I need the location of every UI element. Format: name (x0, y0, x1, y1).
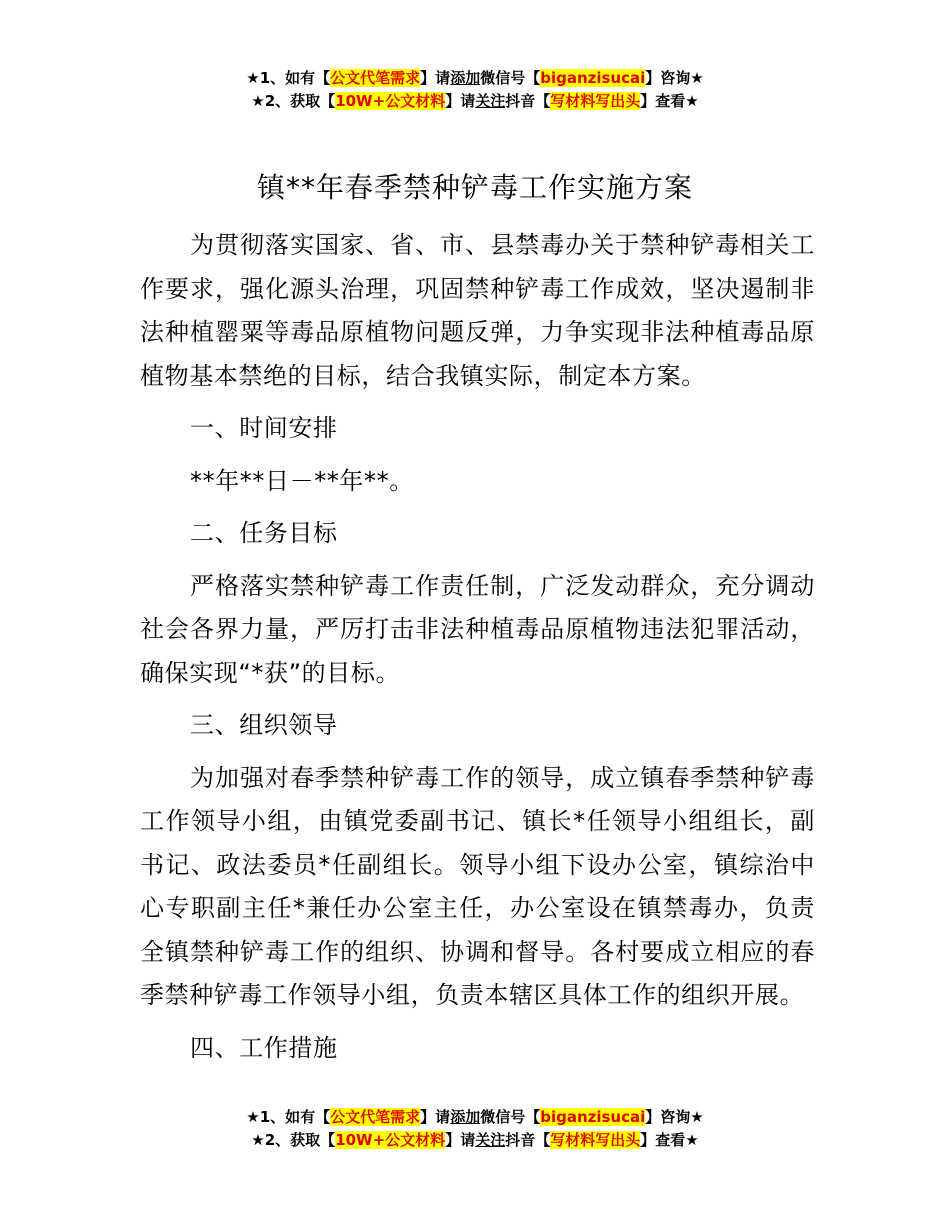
footer-banner-line-2 (0, 1129, 950, 1152)
footer-line-1-middle: 】请 (420, 1108, 451, 1126)
footer-line-1-prefix: ★1、如有【 (246, 1108, 331, 1126)
banner-line-2 (0, 90, 950, 113)
footer-line-1-highlight-wechat: biganzisucai (540, 1108, 646, 1126)
footer-line-2-suffix: 】查看★ (640, 1131, 699, 1149)
document-title: 镇**年春季禁种铲毒工作实施方案 (256, 171, 693, 204)
paragraph-goals: 严格落实禁种铲毒工作责任制，广泛发动群众，充分调动社会各界力量，严厉打击非法种植毒品原植物违法犯罪活动，确保实现“*获”的目标。 (140, 571, 815, 687)
banner-line-1-prefix: ★1、如有【 (246, 69, 331, 87)
footer-line-1-highlight-service: 公文代笔需求 (330, 1108, 421, 1126)
banner-line-2-prefix: ★2、获取【 (251, 92, 336, 110)
section-heading-measures: 四、工作措施 (190, 1033, 338, 1062)
banner-line-2-middle-2: 抖音【 (505, 92, 551, 110)
footer-line-1-emphasis: 添加 (450, 1108, 481, 1126)
footer-line-2-prefix: ★2、获取【 (251, 1131, 336, 1149)
footer-line-1-middle-2: 微信号【 (480, 1108, 541, 1126)
footer-banner-line-1 (0, 1106, 950, 1129)
paragraph-intro: 为贯彻落实国家、省、市、县禁毒办关于禁种铲毒相关工作要求，强化源头治理，巩固禁种铲毒工作成效，坚决遏制非法种植罂粟等毒品原植物问题反弹，力争实现非法种植毒品原植物基本禁绝的目标，结合我镇实际，制定本方案。 (140, 231, 815, 390)
footer-line-1-suffix: 】咨询★ (645, 1108, 704, 1126)
footer-line-2-middle-2: 抖音【 (505, 1131, 551, 1149)
banner-line-2-emphasis: 关注 (475, 92, 506, 110)
banner-line-1-emphasis: 添加 (450, 69, 481, 87)
banner-line-2-middle: 】请 (445, 92, 476, 110)
paragraph-schedule: **年**日－**年**。 (190, 466, 414, 495)
banner-line-1-middle: 】请 (420, 69, 451, 87)
footer-line-2-highlight-materials: 10W+公文材料 (335, 1131, 446, 1149)
banner-line-1 (0, 67, 950, 90)
paragraph-leadership: 为加强对春季禁种铲毒工作的领导，成立镇春季禁种铲毒工作领导小组，由镇党委副书记、镇长*任领导小组组长，副书记、政法委员*任副组长。领导小组下设办公室，镇综治中心专职副主任*兼任办公室主任，办公室设在镇禁毒办，负责全镇禁种铲毒工作的组织、协调和督导。各村要成立相应的春季禁种铲毒工作领导小组，负责本辖区具体工作的组织开展。 (140, 763, 815, 1009)
footer-line-2-highlight-douyin: 写材料写出头 (550, 1131, 641, 1149)
banner-line-2-highlight-douyin: 写材料写出头 (550, 92, 641, 110)
banner-line-2-highlight-materials: 10W+公文材料 (335, 92, 446, 110)
banner-line-1-suffix: 】咨询★ (645, 69, 704, 87)
document-body (140, 224, 815, 1079)
banner-line-1-highlight-wechat: biganzisucai (540, 69, 646, 87)
section-heading-leadership: 三、组织领导 (190, 711, 338, 739)
banner-line-2-suffix: 】查看★ (640, 92, 699, 110)
header-banner (0, 67, 950, 113)
footer-banner (0, 1106, 950, 1152)
banner-line-1-middle-2: 微信号【 (480, 69, 541, 87)
banner-line-1-highlight-service: 公文代笔需求 (330, 69, 421, 87)
footer-line-2-middle: 】请 (445, 1131, 476, 1149)
section-heading-goals: 二、任务目标 (190, 519, 338, 547)
footer-line-2-emphasis: 关注 (475, 1131, 506, 1149)
section-heading-schedule: 一、时间安排 (190, 414, 338, 442)
